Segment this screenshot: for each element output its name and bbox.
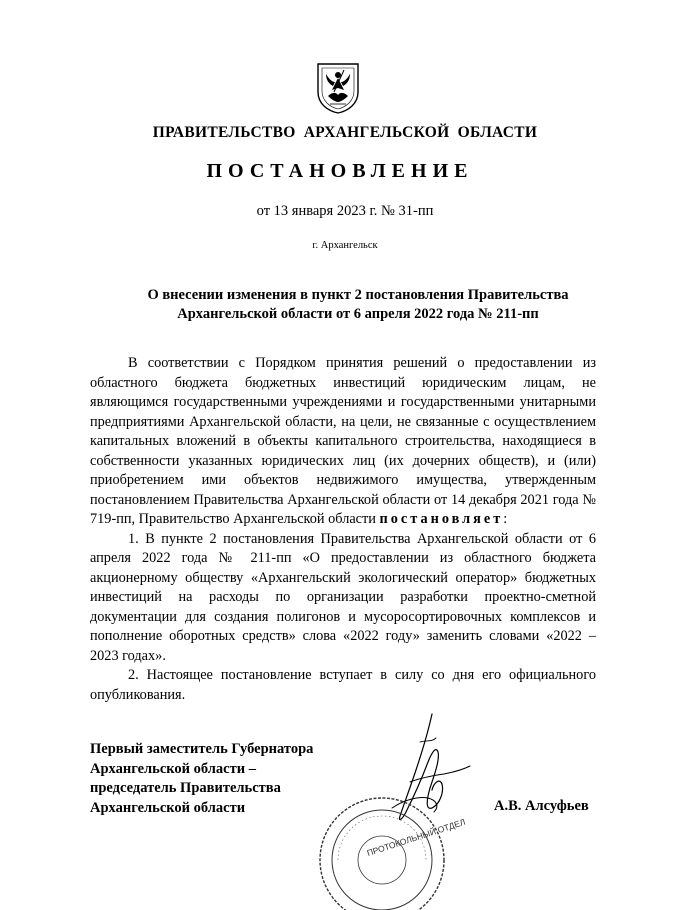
signer-line-4: Архангельской области <box>90 799 246 816</box>
signer-line-2: Архангельской области – <box>90 760 256 777</box>
document-body <box>90 354 596 705</box>
signer-line-3: председатель Правительства <box>90 780 281 796</box>
decree-word: постановляет <box>379 511 504 527</box>
paragraph-item-1: 1. В пункте 2 постановления Правительства Архангельской области от 6 апреля 2022 года № 211-пп «О предоставлении из областного бюджета акционерному обществу «Архангельский экологический оператор» бюджетных инвестиций на расходы по организации разработки проектно-сметной документации для создания полигонов и мусоросортировочных комплексов и пополнение оборотных средств» слова «2022 году» заменить словами «2022 – 2023 годах». <box>90 530 596 664</box>
heading-line-2: Архангельской области от 6 апреля 2022 года № 211-пп <box>177 306 539 322</box>
document-date-number: от 13 января 2023 г. № 31-пп <box>256 203 434 219</box>
signer-line-1: Первый заместитель Губернатора <box>90 741 314 757</box>
preamble-paragraph <box>90 354 596 530</box>
official-stamp <box>312 790 467 910</box>
preamble-text: В соответствии с Порядком принятия решений о предоставлении из областного бюджета бюджетных инвестиций юридическим лицам, не являющимся государственными учреждениями и государственными унитарными предприятиями Архангельской области, на цели, не связанные с осуществлением капитальных вложений в объекты капитального строительства, находящиеся в собственности указанных юридических лиц (их дочерних обществ), и (или) приобретением ими объектов недвижимого имущества, утвержденным постановлением Правительства Архангельской области от 14 декабря 2021 года № 719-пп, Правительство Архангельской области <box>90 355 596 527</box>
document-city: г. Архангельск <box>312 240 378 251</box>
coat-of-arms-icon <box>316 62 360 114</box>
stamp-text: ПРОТОКОЛЬНЫЙ ОТДЕЛ <box>365 816 467 859</box>
government-title: ПРАВИТЕЛЬСТВО АРХАНГЕЛЬСКОЙ ОБЛАСТИ <box>152 124 538 141</box>
document-type: ПОСТАНОВЛЕНИЕ <box>206 160 474 182</box>
document-heading <box>120 286 596 324</box>
paragraph-item-2: 2. Настоящее постановление вступает в силу со дня его официального опубликования. <box>90 667 596 703</box>
signer-position <box>90 740 313 818</box>
signer-name: А.В. Алсуфьев <box>494 798 589 814</box>
decree-colon: : <box>503 511 508 527</box>
heading-line-1: О внесении изменения в пункт 2 постановления Правительства <box>147 287 569 303</box>
